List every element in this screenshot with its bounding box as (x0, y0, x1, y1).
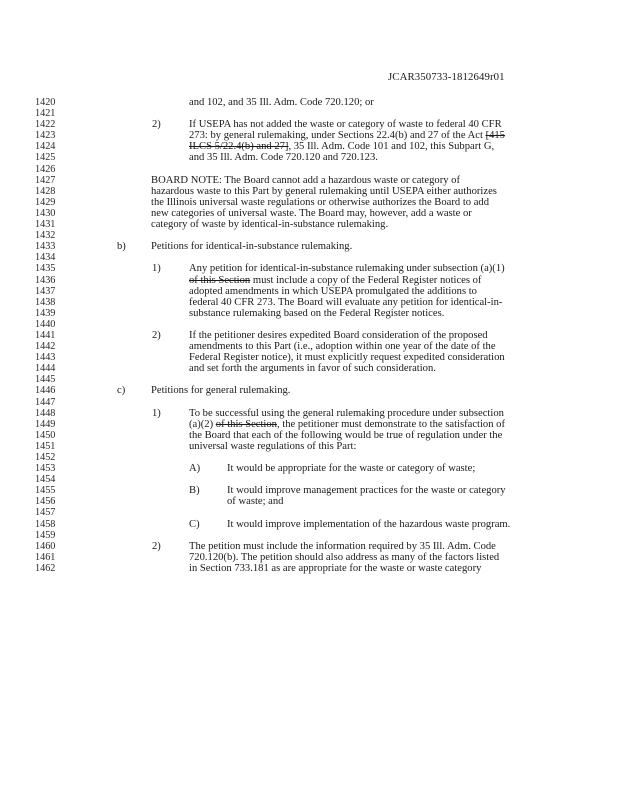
line-number: 1424 (35, 141, 56, 153)
line-text (189, 563, 481, 574)
line-number: 1462 (35, 562, 56, 574)
text-segment: , 35 Ill. Adm. Code 101 and 102, this Subpart G, (288, 141, 495, 153)
line-number: 1434 (35, 252, 56, 264)
line-number: 1429 (35, 196, 56, 208)
deleted-text: of this Section (215, 418, 277, 430)
text-segment: If USEPA has not added the waste or category of waste to federal 40 CFR (189, 119, 502, 131)
list-marker: A) (189, 463, 201, 475)
document-line (0, 363, 618, 374)
text-segment: , the petitioner must demonstrate to the satisfaction of (276, 418, 505, 430)
text-segment: new categories of universal waste. The Board may, however, add a waste or (151, 207, 472, 219)
line-text (189, 441, 356, 452)
line-number: 1455 (35, 485, 56, 497)
document-line (0, 374, 618, 385)
line-text (151, 175, 460, 186)
list-marker: b) (117, 241, 126, 253)
document-line (0, 130, 618, 141)
text-segment: the Illinois universal waste regulations or otherwise authorizes the Board to add (151, 196, 490, 208)
line-number: 1439 (35, 307, 56, 319)
line-number: 1422 (35, 119, 56, 131)
line-text (227, 519, 510, 530)
line-number: 1442 (35, 341, 56, 353)
text-segment: Petitions for general rulemaking. (151, 385, 291, 397)
line-number: 1426 (35, 163, 56, 175)
list-marker: 1) (152, 407, 161, 419)
line-number: 1453 (35, 463, 56, 475)
line-text (189, 263, 505, 274)
text-segment: Federal Register notice), it must explicitly request expedited consideration (189, 352, 505, 364)
list-marker: C) (189, 518, 200, 530)
line-text (189, 363, 436, 374)
document-line (0, 341, 618, 352)
text-segment: It would be appropriate for the waste or category of waste; (227, 463, 476, 475)
document-line (0, 419, 618, 430)
document-line (0, 208, 618, 219)
document-line (0, 330, 618, 341)
line-number: 1450 (35, 429, 56, 441)
line-number: 1433 (35, 241, 56, 253)
text-segment: and 35 Ill. Adm. Code 720.120 and 720.123. (189, 152, 378, 164)
line-number: 1431 (35, 219, 56, 231)
text-segment: adopted amendments in which USEPA promulgated the additions to (189, 285, 477, 297)
line-number: 1460 (35, 540, 56, 552)
line-number: 1451 (35, 440, 56, 452)
text-segment: BOARD NOTE: The Board cannot add a hazardous waste or category of (151, 174, 460, 186)
line-number: 1447 (35, 396, 56, 408)
line-number: 1449 (35, 418, 56, 430)
text-segment: (a)(2) (189, 418, 216, 430)
line-text (189, 286, 477, 297)
line-text (227, 463, 475, 474)
text-segment: hazardous waste to this Part by general rulemaking until USEPA either authorizes (151, 185, 497, 197)
line-text (151, 241, 352, 252)
document-line (0, 319, 618, 330)
line-number: 1441 (35, 329, 56, 341)
line-number: 1443 (35, 352, 56, 364)
line-number: 1454 (35, 474, 56, 486)
document-line (0, 552, 618, 563)
document-line (0, 408, 618, 419)
list-marker: c) (117, 385, 126, 397)
line-number: 1457 (35, 507, 56, 519)
list-marker: 2) (152, 329, 161, 341)
document-line (0, 286, 618, 297)
document-line (0, 519, 618, 530)
text-segment: Petitions for identical-in-substance rulemaking. (151, 241, 353, 253)
document-line (0, 197, 618, 208)
document-line (0, 152, 618, 163)
line-number: 1435 (35, 263, 56, 275)
line-number: 1427 (35, 174, 56, 186)
text-segment: and set forth the arguments in favor of such consideration. (189, 363, 436, 375)
document-line (0, 352, 618, 363)
line-number: 1452 (35, 452, 56, 463)
line-number: 1438 (35, 296, 56, 308)
line-number: 1458 (35, 518, 56, 530)
line-text (189, 141, 494, 152)
document-line (0, 530, 618, 541)
line-number: 1436 (35, 274, 56, 286)
document-line (0, 175, 618, 186)
line-text (189, 97, 374, 108)
line-text (151, 219, 388, 230)
document-line (0, 441, 618, 452)
line-text (189, 119, 502, 130)
text-segment: the Board that each of the following would be true of regulation under the (189, 429, 503, 441)
line-number: 1446 (35, 385, 56, 397)
document-line (0, 507, 618, 518)
document-line (0, 563, 618, 574)
line-number: 1428 (35, 185, 56, 197)
document-line (0, 252, 618, 263)
list-marker: 2) (152, 119, 161, 131)
line-text (227, 485, 506, 496)
line-number: 1459 (35, 529, 56, 541)
line-text (151, 385, 290, 396)
line-number: 1430 (35, 207, 56, 219)
document-line (0, 186, 618, 197)
deleted-text: [415 (485, 130, 505, 142)
line-number: 1421 (35, 108, 56, 120)
line-text (189, 552, 499, 563)
text-segment: in Section 733.181 as are appropriate for the waste or waste category (189, 562, 482, 574)
line-text (189, 297, 502, 308)
text-segment: and 102, and 35 Ill. Adm. Code 720.120; or (189, 97, 374, 108)
document-line (0, 474, 618, 485)
document-line (0, 430, 618, 441)
line-text (189, 341, 496, 352)
document-line (0, 97, 618, 108)
line-text (189, 408, 504, 419)
text-segment: Any petition for identical-in-substance rulemaking under subsection (a)(1) (189, 263, 505, 275)
line-number: 1420 (35, 97, 56, 108)
document-line (0, 263, 618, 274)
document-line (0, 275, 618, 286)
line-number: 1425 (35, 152, 56, 164)
text-segment: It would improve management practices for the waste or category (227, 485, 506, 497)
document-line (0, 141, 618, 152)
line-text (189, 152, 378, 163)
line-number: 1456 (35, 496, 56, 508)
document-line (0, 308, 618, 319)
line-number: 1461 (35, 551, 56, 563)
document-line (0, 452, 618, 463)
text-segment: category of waste by identical-in-substance rulemaking. (151, 219, 389, 231)
document-line (0, 241, 618, 252)
text-segment: amendments to this Part (i.e., adoption within one year of the date of the (189, 341, 496, 353)
list-marker: 2) (152, 540, 161, 552)
line-number: 1440 (35, 318, 56, 330)
list-marker: 1) (152, 263, 161, 275)
line-text (189, 541, 496, 552)
text-segment: The petition must include the information required by 35 Ill. Adm. Code (189, 540, 496, 552)
text-segment: To be successful using the general rulemaking procedure under subsection (189, 407, 504, 419)
document-line (0, 297, 618, 308)
text-segment: substance rulemaking based on the Federal Register notices. (189, 307, 445, 319)
text-segment: universal waste regulations of this Part: (189, 440, 357, 452)
document-line (0, 496, 618, 507)
text-segment: It would improve implementation of the hazardous waste program. (227, 518, 511, 530)
text-segment: 273: by general rulemaking, under Sections 22.4(b) and 27 of the Act (189, 130, 486, 142)
document-line (0, 485, 618, 496)
document-line (0, 219, 618, 230)
deleted-text: of this Section (189, 274, 251, 286)
document-line (0, 463, 618, 474)
document-line (0, 397, 618, 408)
line-text (189, 330, 488, 341)
document-line (0, 385, 618, 396)
line-text (151, 186, 497, 197)
document-id: JCAR350733-1812649r01 (388, 71, 505, 83)
line-number: 1448 (35, 407, 56, 419)
line-text (151, 208, 472, 219)
line-number: 1444 (35, 363, 56, 375)
text-segment: If the petitioner desires expedited Board consideration of the proposed (189, 329, 488, 341)
document-line (0, 119, 618, 130)
document-line (0, 108, 618, 119)
text-segment: federal 40 CFR 273. The Board will evaluate any petition for identical-in- (189, 296, 503, 308)
text-segment: must include a copy of the Federal Register notices of (250, 274, 482, 286)
line-number: 1423 (35, 130, 56, 142)
line-text (151, 197, 489, 208)
line-text (189, 308, 444, 319)
text-segment: of waste; and (227, 496, 284, 508)
document-line (0, 164, 618, 175)
line-text (189, 352, 505, 363)
line-number: 1445 (35, 374, 56, 386)
line-text (189, 430, 502, 441)
document-line (0, 541, 618, 552)
line-text (189, 130, 505, 141)
document-body (0, 97, 618, 574)
line-text (189, 419, 505, 430)
text-segment: 720.120(b). The petition should also address as many of the factors listed (189, 551, 500, 563)
line-text (227, 496, 283, 507)
line-number: 1437 (35, 285, 56, 297)
document-line (0, 230, 618, 241)
list-marker: B) (189, 485, 200, 497)
line-number: 1432 (35, 230, 56, 242)
deleted-text: ILCS 5/22.4(b) and 27] (189, 141, 289, 153)
line-text (189, 275, 481, 286)
